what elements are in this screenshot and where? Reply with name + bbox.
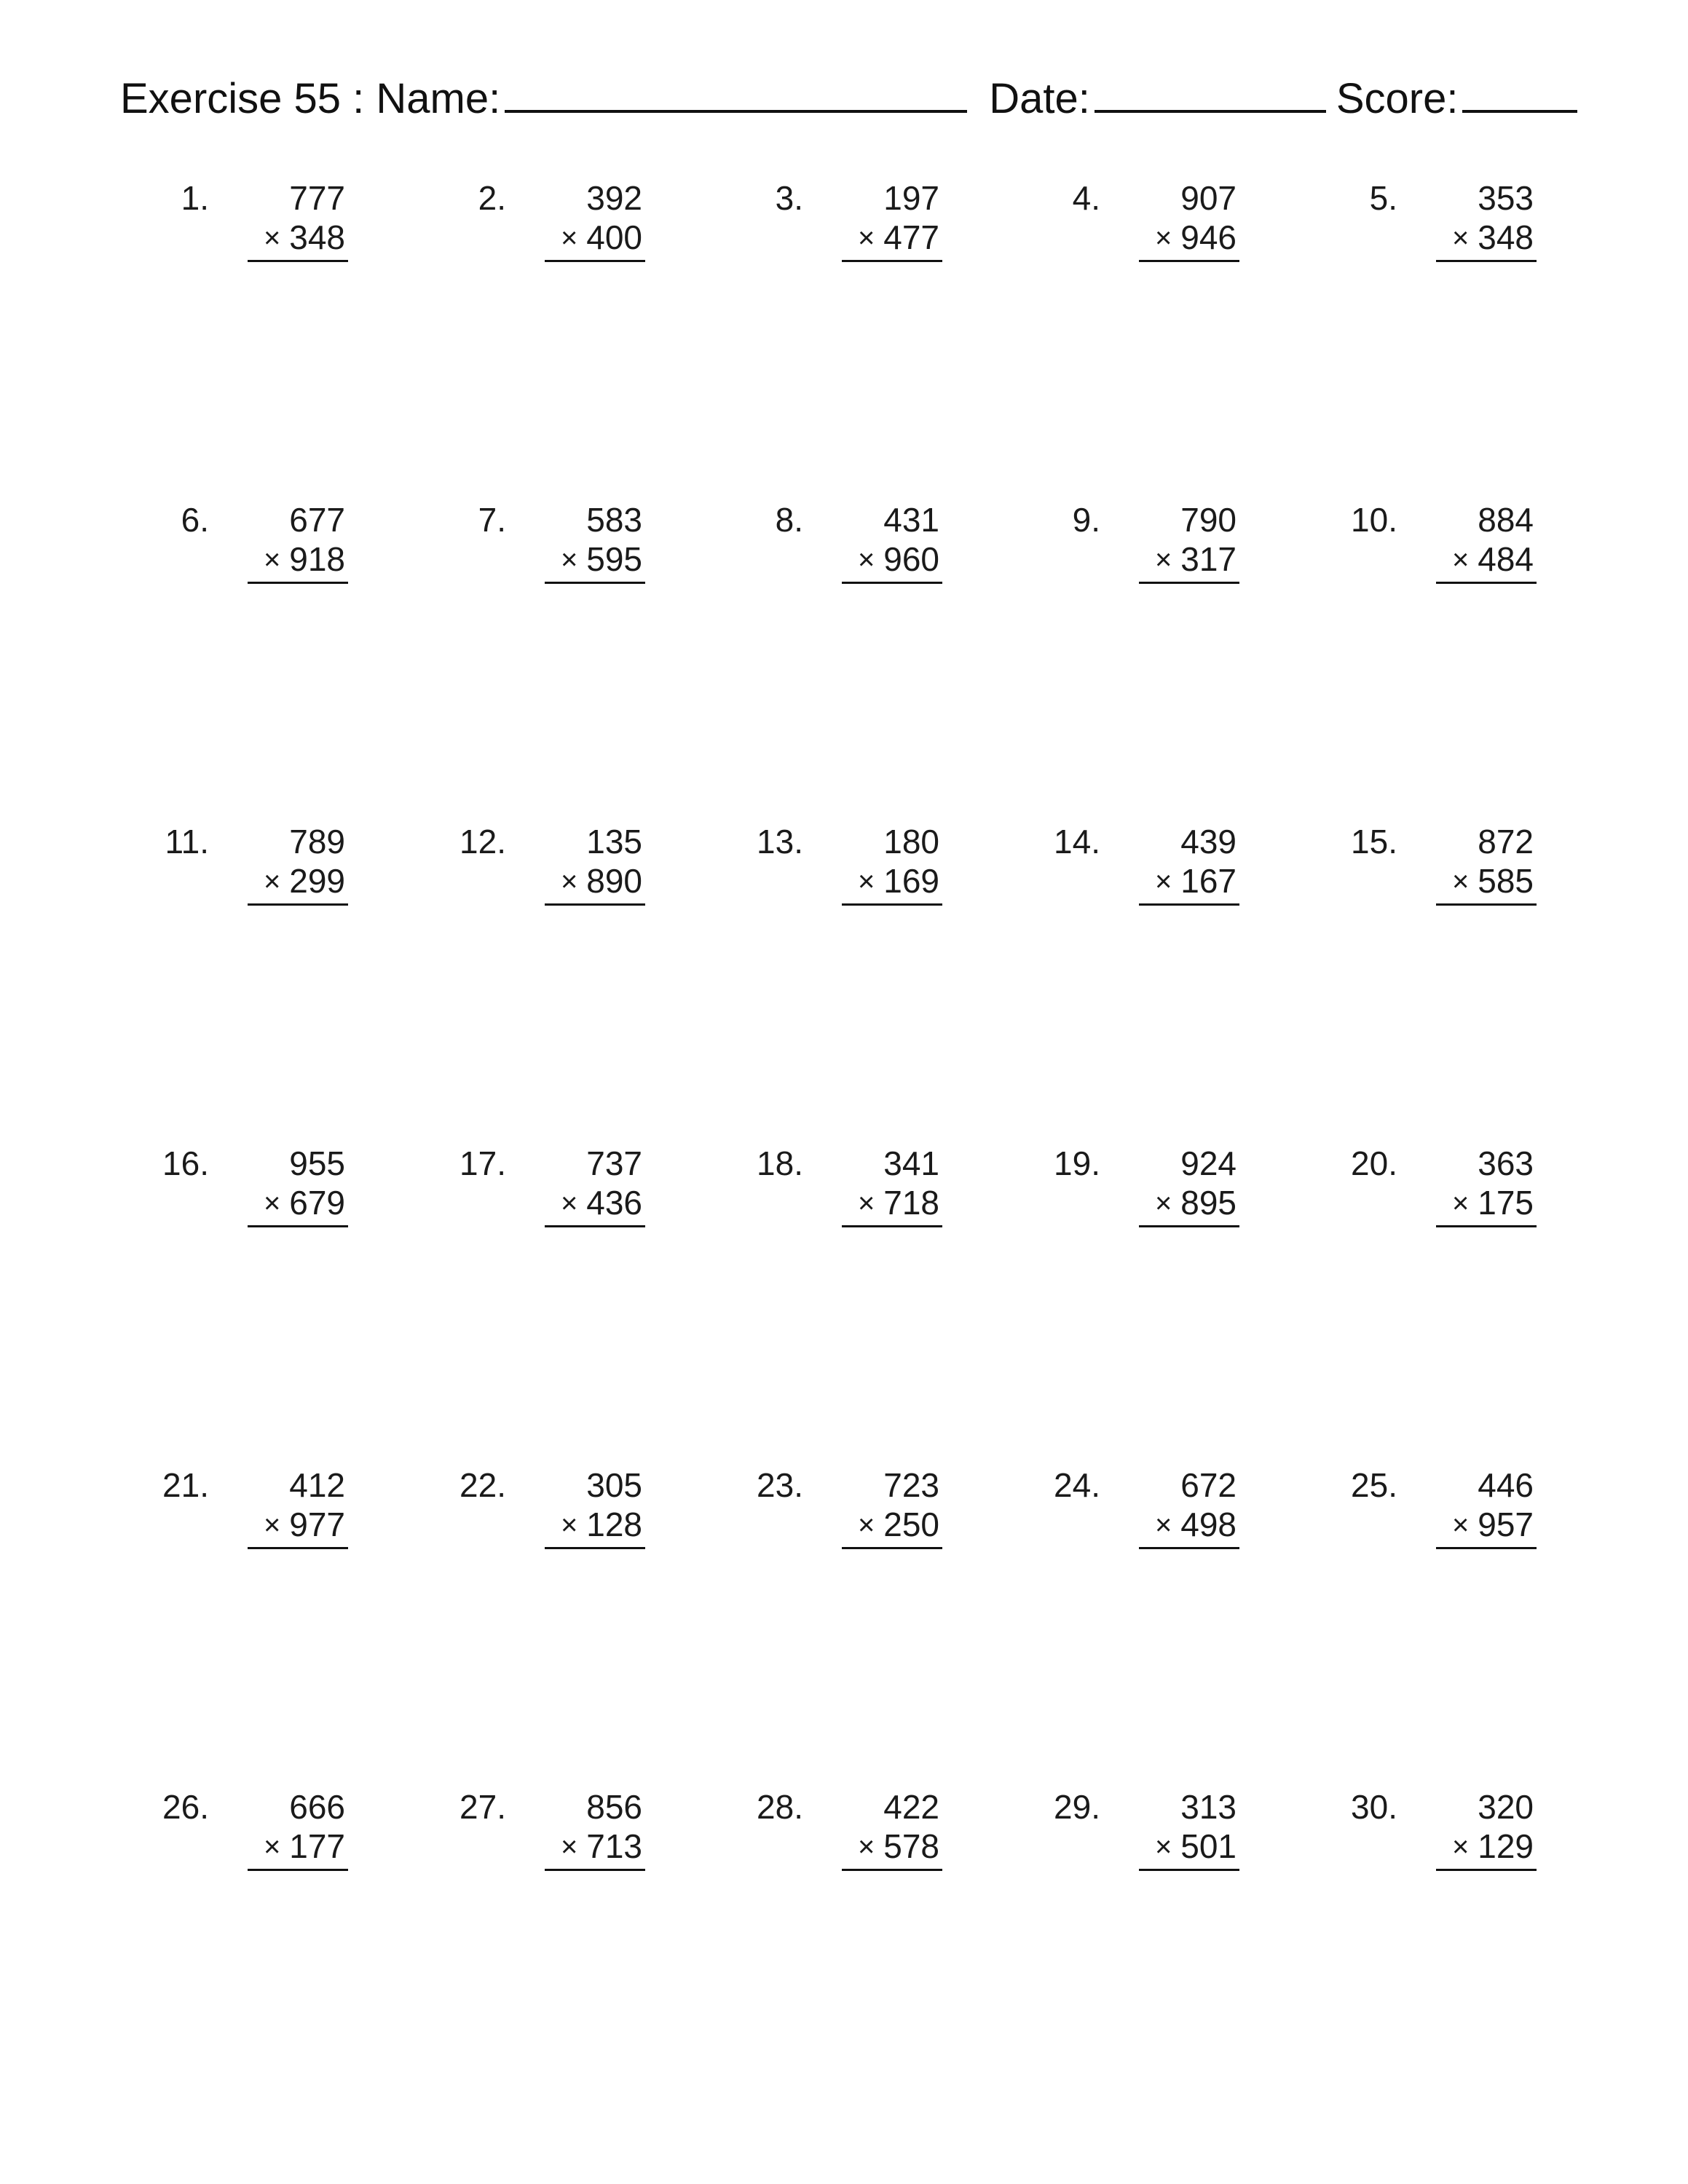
multiply-sign: × xyxy=(264,1187,281,1219)
answer-rule xyxy=(248,260,348,262)
multiply-sign: × xyxy=(561,1509,578,1541)
multiply-sign: × xyxy=(858,866,875,898)
multiplier: 713 xyxy=(586,1827,642,1865)
problem-item xyxy=(1328,178,1547,272)
multiplicand: 439 xyxy=(1180,823,1237,860)
problem-number: 13. xyxy=(757,823,803,860)
answer-rule xyxy=(842,1547,942,1549)
multiplicand: 777 xyxy=(289,179,345,217)
multiplicand: 392 xyxy=(586,179,642,217)
answer-rule xyxy=(1139,582,1239,584)
problem-number: 15. xyxy=(1351,823,1397,860)
date-label: Date: xyxy=(989,75,1090,122)
multiplier: 960 xyxy=(883,540,939,578)
multiply-sign: × xyxy=(1155,1509,1172,1541)
multiplier: 436 xyxy=(586,1184,642,1222)
answer-rule xyxy=(1139,1225,1239,1227)
problem-item xyxy=(734,499,953,594)
answer-rule xyxy=(1436,1869,1537,1871)
problem-item xyxy=(1328,821,1547,916)
multiplier: 946 xyxy=(1180,218,1237,256)
multiply-sign: × xyxy=(1155,1187,1172,1219)
multiplicand: 723 xyxy=(883,1466,939,1504)
multiply-sign: × xyxy=(858,1509,875,1541)
problem-number: 29. xyxy=(1054,1788,1100,1826)
multiply-sign: × xyxy=(1452,222,1470,254)
multiplier: 957 xyxy=(1478,1506,1534,1543)
answer-rule xyxy=(248,1547,348,1549)
answer-rule xyxy=(1139,1869,1239,1871)
multiplicand: 924 xyxy=(1180,1144,1237,1182)
problem-number: 9. xyxy=(1072,501,1100,539)
problem-number: 22. xyxy=(460,1466,506,1504)
multiplicand: 135 xyxy=(586,823,642,860)
problem-number: 1. xyxy=(181,179,209,217)
multiplier: 578 xyxy=(883,1827,939,1865)
multiply-sign: × xyxy=(1155,866,1172,898)
multiplier: 918 xyxy=(289,540,345,578)
multiply-sign: × xyxy=(264,222,281,254)
multiplicand: 790 xyxy=(1180,501,1237,539)
multiply-sign: × xyxy=(561,1831,578,1863)
multiply-sign: × xyxy=(1452,866,1470,898)
multiplier: 498 xyxy=(1180,1506,1237,1543)
problem-number: 12. xyxy=(460,823,506,860)
multiplicand: 412 xyxy=(289,1466,345,1504)
multiplicand: 320 xyxy=(1478,1788,1534,1826)
multiplier: 977 xyxy=(289,1506,345,1543)
problem-item xyxy=(734,1787,953,1881)
multiplier: 250 xyxy=(883,1506,939,1543)
answer-rule xyxy=(1436,1547,1537,1549)
multiplicand: 677 xyxy=(289,501,345,539)
problem-item xyxy=(734,821,953,916)
problem-number: 8. xyxy=(775,501,803,539)
answer-rule xyxy=(842,582,942,584)
answer-rule xyxy=(1139,260,1239,262)
problem-item xyxy=(734,1143,953,1238)
multiply-sign: × xyxy=(858,1831,875,1863)
multiplicand: 666 xyxy=(289,1788,345,1826)
multiplicand: 872 xyxy=(1478,823,1534,860)
problem-number: 14. xyxy=(1054,823,1100,860)
problem-number: 24. xyxy=(1054,1466,1100,1504)
problem-item xyxy=(1328,1143,1547,1238)
problem-number: 16. xyxy=(162,1144,209,1182)
multiplicand: 305 xyxy=(586,1466,642,1504)
multiplicand: 180 xyxy=(883,823,939,860)
multiplicand: 907 xyxy=(1180,179,1237,217)
multiplier: 895 xyxy=(1180,1184,1237,1222)
multiplicand: 197 xyxy=(883,179,939,217)
multiplier: 484 xyxy=(1478,540,1534,578)
multiply-sign: × xyxy=(858,222,875,254)
answer-rule xyxy=(545,1547,645,1549)
answer-rule xyxy=(248,582,348,584)
multiply-sign: × xyxy=(561,544,578,576)
multiply-sign: × xyxy=(858,1187,875,1219)
answer-rule xyxy=(842,903,942,906)
problem-number: 10. xyxy=(1351,501,1397,539)
multiplier: 169 xyxy=(883,862,939,900)
problem-item xyxy=(140,499,358,594)
answer-rule xyxy=(248,903,348,906)
multiplier: 167 xyxy=(1180,862,1237,900)
multiplier: 679 xyxy=(289,1184,345,1222)
answer-rule xyxy=(545,582,645,584)
problem-number: 28. xyxy=(757,1788,803,1826)
multiply-sign: × xyxy=(264,1509,281,1541)
problem-item xyxy=(140,1465,358,1559)
problem-item xyxy=(140,1787,358,1881)
multiply-sign: × xyxy=(264,544,281,576)
answer-rule xyxy=(248,1225,348,1227)
answer-rule xyxy=(1436,1225,1537,1227)
problem-number: 7. xyxy=(478,501,506,539)
multiplier: 890 xyxy=(586,862,642,900)
answer-rule xyxy=(545,1225,645,1227)
problem-item xyxy=(1031,1787,1250,1881)
problem-number: 3. xyxy=(775,179,803,217)
problem-item xyxy=(140,1143,358,1238)
problem-item xyxy=(1031,821,1250,916)
multiply-sign: × xyxy=(1155,544,1172,576)
problem-item xyxy=(437,499,655,594)
multiply-sign: × xyxy=(561,222,578,254)
problem-item xyxy=(1328,1787,1547,1881)
problem-number: 19. xyxy=(1054,1144,1100,1182)
problem-number: 23. xyxy=(757,1466,803,1504)
multiplicand: 341 xyxy=(883,1144,939,1182)
multiplier: 718 xyxy=(883,1184,939,1222)
problem-item xyxy=(1031,1465,1250,1559)
problem-item xyxy=(437,821,655,916)
multiplicand: 737 xyxy=(586,1144,642,1182)
answer-rule xyxy=(842,1225,942,1227)
multiply-sign: × xyxy=(858,544,875,576)
answer-rule xyxy=(1436,903,1537,906)
answer-rule xyxy=(842,260,942,262)
problem-number: 27. xyxy=(460,1788,506,1826)
problem-item xyxy=(1328,499,1547,594)
multiply-sign: × xyxy=(264,1831,281,1863)
multiplier: 501 xyxy=(1180,1827,1237,1865)
answer-rule xyxy=(545,903,645,906)
multiplier: 177 xyxy=(289,1827,345,1865)
multiplier: 348 xyxy=(1478,218,1534,256)
problem-number: 20. xyxy=(1351,1144,1397,1182)
multiplicand: 672 xyxy=(1180,1466,1237,1504)
answer-rule xyxy=(1436,582,1537,584)
problem-number: 11. xyxy=(165,823,209,860)
multiplicand: 353 xyxy=(1478,179,1534,217)
multiplicand: 789 xyxy=(289,823,345,860)
problem-number: 18. xyxy=(757,1144,803,1182)
problem-item xyxy=(140,821,358,916)
problem-number: 6. xyxy=(181,501,209,539)
multiplier: 400 xyxy=(586,218,642,256)
multiplier: 128 xyxy=(586,1506,642,1543)
answer-rule xyxy=(842,1869,942,1871)
problem-item xyxy=(140,178,358,272)
answer-rule xyxy=(545,260,645,262)
multiplier: 129 xyxy=(1478,1827,1534,1865)
answer-rule xyxy=(248,1869,348,1871)
exercise-name-label: Exercise 55 : Name: xyxy=(120,75,501,122)
multiplicand: 363 xyxy=(1478,1144,1534,1182)
multiplicand: 884 xyxy=(1478,501,1534,539)
multiplicand: 446 xyxy=(1478,1466,1534,1504)
problem-number: 2. xyxy=(478,179,506,217)
answer-rule xyxy=(1139,903,1239,906)
multiply-sign: × xyxy=(1452,1831,1470,1863)
problem-number: 21. xyxy=(162,1466,209,1504)
problem-number: 25. xyxy=(1351,1466,1397,1504)
multiplier: 585 xyxy=(1478,862,1534,900)
problem-item xyxy=(437,1465,655,1559)
problem-number: 5. xyxy=(1369,179,1397,217)
problem-item xyxy=(734,178,953,272)
problem-item xyxy=(734,1465,953,1559)
multiply-sign: × xyxy=(1452,544,1470,576)
multiplier: 299 xyxy=(289,862,345,900)
problem-item xyxy=(437,178,655,272)
multiply-sign: × xyxy=(1452,1509,1470,1541)
multiplicand: 313 xyxy=(1180,1788,1237,1826)
multiply-sign: × xyxy=(264,866,281,898)
problem-item xyxy=(1031,499,1250,594)
problem-number: 30. xyxy=(1351,1788,1397,1826)
multiplicand: 955 xyxy=(289,1144,345,1182)
multiply-sign: × xyxy=(1155,222,1172,254)
problem-item xyxy=(1328,1465,1547,1559)
multiplicand: 422 xyxy=(883,1788,939,1826)
problem-item xyxy=(437,1143,655,1238)
multiplier: 317 xyxy=(1180,540,1237,578)
multiply-sign: × xyxy=(1452,1187,1470,1219)
multiplier: 595 xyxy=(586,540,642,578)
multiply-sign: × xyxy=(561,1187,578,1219)
problem-number: 17. xyxy=(460,1144,506,1182)
answer-rule xyxy=(1139,1547,1239,1549)
problem-number: 4. xyxy=(1072,179,1100,217)
multiply-sign: × xyxy=(561,866,578,898)
problem-item xyxy=(1031,178,1250,272)
multiplier: 175 xyxy=(1478,1184,1534,1222)
score-label: Score: xyxy=(1336,75,1459,122)
multiplicand: 431 xyxy=(883,501,939,539)
answer-rule xyxy=(545,1869,645,1871)
multiplicand: 856 xyxy=(586,1788,642,1826)
problem-item xyxy=(1031,1143,1250,1238)
answer-rule xyxy=(1436,260,1537,262)
problem-item xyxy=(437,1787,655,1881)
problem-number: 26. xyxy=(162,1788,209,1826)
multiplier: 348 xyxy=(289,218,345,256)
multiplier: 477 xyxy=(883,218,939,256)
multiply-sign: × xyxy=(1155,1831,1172,1863)
multiplicand: 583 xyxy=(586,501,642,539)
